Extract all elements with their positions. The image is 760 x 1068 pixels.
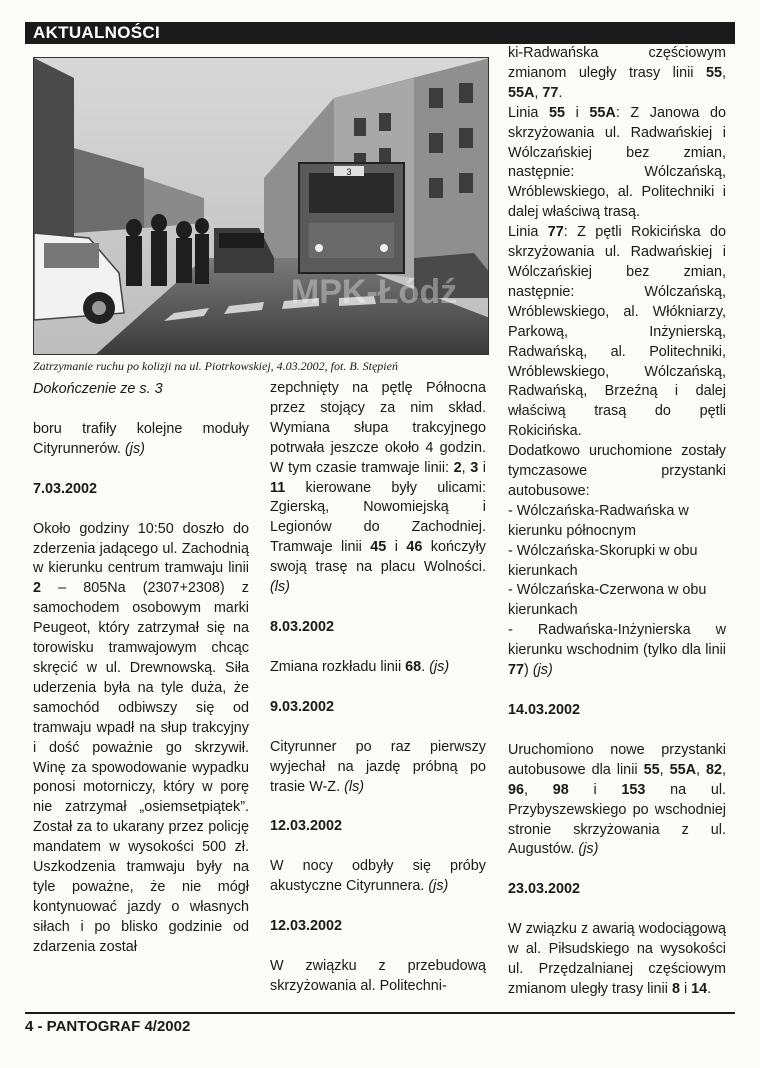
tram-route-number: 3 bbox=[346, 167, 352, 177]
section-title: AKTUALNOŚCI bbox=[33, 23, 161, 42]
news-photo bbox=[33, 57, 489, 355]
news-date: 7.03.2002 bbox=[33, 480, 98, 497]
paragraph: Dodatkowo uruchomione zostały tymczasowe przystanki autobusowe: bbox=[508, 443, 726, 499]
paragraph: W związku z przebudową skrzyżowania al. Politechni- bbox=[270, 958, 486, 994]
news-date: 23.03.2002 bbox=[508, 881, 581, 898]
paragraph: zepchnięty na pętlę Północna przez stojący za nim skład. Wymiana słupa trakcyjnego potrwała jeszcze około 4 godzin. W tym czasie tramwaje linii: 2, 3 i 11 kierowane były ulicami: Zgierską, Nowomiejską i Legionów do Zachodniej. Tramwaje linii 45 i 46 kończyły swoją trasę na placu Wolności. (ls) bbox=[270, 380, 486, 596]
list-item: - Wólczańska-Skorupki w obu kierunkach bbox=[508, 542, 698, 579]
paragraph: Linia 77: Z pętli Rokicińska do skrzyżowania ul. Radwańskiej i Wólczańskiej bez zmian, następnie: Wólczańską, Wróblewskiego, al. Włókniarzy, Parkową, Inżynierską, Radwańską, al. Politechniki, Wróblewskiego, Wólczańską, Radwańską, Brzeźną i dalej właściwą trasą do pętli Rokicińska. bbox=[508, 224, 726, 440]
paragraph: Linia 55 i 55A: Z Janowa do skrzyżowania ul. Radwańskiej i Wólczańskiej bez zmian, następnie: Wólczańską, Wróblewskiego, al. Politechniki i dalej właściwą trasą. bbox=[508, 104, 726, 221]
column-2 bbox=[270, 379, 486, 997]
news-date: 12.03.2002 bbox=[270, 818, 343, 835]
paragraph: Uruchomiono nowe przystanki autobusowe dla linii 55, 55A, 82, 96, 98 i 153 na ul. Przybyszewskiego po wschodniej stronie skrzyżowania z ul. Augustów. (js) bbox=[508, 741, 727, 858]
paragraph: Zmiana rozkładu linii 68. (js) bbox=[270, 658, 450, 675]
watermark-text: MPK-Łódź bbox=[290, 273, 458, 311]
paragraph: Cityrunner po raz pierwszy wyjechał na jazdę próbną po trasie W-Z. (ls) bbox=[270, 738, 486, 795]
list-item: - Wólczańska-Radwańska w kierunku północnym bbox=[508, 502, 689, 539]
column-3 bbox=[508, 44, 726, 1000]
footer-rule bbox=[25, 1012, 735, 1014]
page-footer: 4 - PANTOGRAF 4/2002 bbox=[25, 1018, 191, 1035]
continuation-note: Dokończenie ze s. 3 bbox=[33, 381, 163, 397]
list-item: - Radwańska-Inżynierska w kierunku wschodnim (tylko dla linii 77) (js) bbox=[508, 622, 726, 679]
paragraph: W nocy odbyły się próby akustyczne Cityrunnera. (js) bbox=[270, 858, 486, 895]
tram-street-photo bbox=[34, 58, 489, 355]
news-date: 14.03.2002 bbox=[508, 702, 581, 718]
news-date: 8.03.2002 bbox=[270, 618, 335, 635]
paragraph: W związku z awarią wodociągową w al. Piłsudskiego na wysokości ul. Przędzalnianej częściowym zmianom uległy trasy linii 8 i 14. bbox=[508, 921, 726, 997]
list-item: - Wólczańska-Czerwona w obu kierunkach bbox=[508, 582, 707, 619]
paragraph: Około godziny 10:50 doszło do zderzenia jadącego ul. Zachodnią w kierunku centrum tramwaju linii 2 – 805Na (2307+2308) z samochodem osobowym marki Peugeot, który zatrzymał się na torowisku tramwajowym chcąc skręcić w ul. Drewnowską. Siła uderzenia była na tyle duża, że samochód odbiwszy się od tramwaju wpadł na słup trakcyjny i dość poważnie go skrzywił. Winę za spowodowanie wypadku ponosi motorniczy, który w porę nie zatrzymał „osiemsetpiątek”. Został za to ukarany przez policję mandatem w wysokości 500 zł. Uszkodzenia tramwaju były na tyle poważne, że nie mógł kontynuować jazdy o własnych siłach i po blisko godzinie od zdarzenia został bbox=[33, 520, 249, 955]
paragraph: ki-Radwańska częściowym zmianom uległy trasy linii 55, 55A, 77. bbox=[508, 45, 726, 101]
news-date: 9.03.2002 bbox=[270, 698, 335, 715]
column-1 bbox=[33, 380, 249, 958]
paragraph: boru trafiły kolejne moduły Cityrunnerów. (js) bbox=[33, 420, 249, 457]
news-date: 12.03.2002 bbox=[270, 918, 343, 935]
photo-caption: Zatrzymanie ruchu po kolizji na ul. Piotrkowskiej, 4.03.2002, fot. B. Stępień bbox=[33, 359, 398, 373]
